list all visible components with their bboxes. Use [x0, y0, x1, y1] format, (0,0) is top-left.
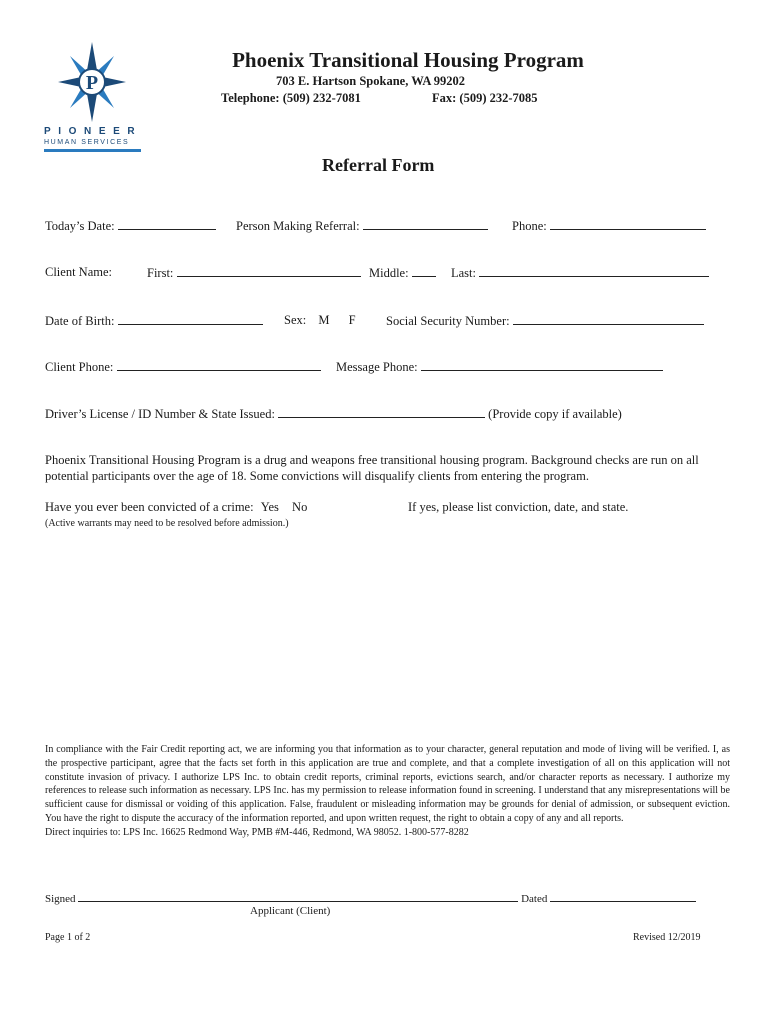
crime-option-yes[interactable]: Yes — [260, 500, 279, 514]
crime-question-field — [45, 500, 307, 515]
crime-question-label: Have you ever been convicted of a crime: — [45, 500, 254, 514]
inquiries-line: Direct inquiries to: LPS Inc. 16625 Redmond Way, PMB #M-446, Redmond, WA 98052. 1-800-577-8282 — [45, 826, 469, 838]
last-name-label: Last: — [451, 266, 476, 280]
phone-line[interactable] — [550, 218, 706, 230]
client-phone-label: Client Phone: — [45, 360, 114, 374]
client-phone-line[interactable] — [117, 359, 321, 371]
middle-name-label: Middle: — [369, 266, 409, 280]
sex-label: Sex: — [284, 313, 307, 327]
brand-subtitle: HUMAN SERVICES — [44, 139, 130, 146]
signature-line[interactable] — [78, 890, 518, 902]
dated-label: Dated — [521, 893, 548, 905]
program-address: 703 E. Hartson Spokane, WA 99202 — [276, 74, 466, 88]
phone-field[interactable] — [512, 218, 706, 234]
last-name-field[interactable] — [451, 265, 709, 281]
person-referral-line[interactable] — [363, 218, 488, 230]
middle-name-field[interactable] — [369, 265, 436, 281]
license-label: Driver’s License / ID Number & State Issued: — [45, 407, 275, 421]
first-name-line[interactable] — [177, 265, 361, 277]
brand-underline — [44, 149, 141, 152]
todays-date-field[interactable] — [45, 218, 216, 234]
fair-credit-disclosure — [45, 743, 730, 840]
program-fax: Fax: (509) 232-7085 — [432, 91, 538, 105]
license-field[interactable] — [45, 406, 622, 422]
program-telephone: Telephone: (509) 232-7081 — [221, 91, 361, 105]
person-referral-label: Person Making Referral: — [236, 219, 360, 233]
page-number: Page 1 of 2 — [45, 932, 91, 943]
crime-if-yes-label: If yes, please list conviction, date, and state. — [408, 500, 629, 514]
first-name-field[interactable] — [147, 265, 361, 281]
policy-paragraph: Phoenix Transitional Housing Program is a drug and weapons free transitional housing program. Background checks are run on all potential participants over the age of 18. Some convictions will disqualify clients from entering the program. — [45, 453, 699, 483]
dob-label: Date of Birth: — [45, 314, 115, 328]
dob-field[interactable] — [45, 313, 263, 329]
applicant-caption: Applicant (Client) — [250, 905, 331, 917]
todays-date-label: Today’s Date: — [45, 219, 115, 233]
license-line[interactable] — [278, 406, 485, 418]
first-name-label: First: — [147, 266, 174, 280]
ssn-field[interactable] — [386, 313, 704, 329]
crime-option-no[interactable]: No — [292, 500, 308, 514]
client-phone-field[interactable] — [45, 359, 321, 375]
sex-option-m[interactable]: M — [318, 313, 330, 327]
dob-line[interactable] — [118, 313, 263, 325]
message-phone-field[interactable] — [336, 359, 663, 375]
sex-field — [284, 313, 356, 328]
logo-letter: P — [85, 72, 99, 94]
middle-name-line[interactable] — [412, 265, 436, 277]
program-title: Phoenix Transitional Housing Program — [232, 48, 584, 72]
todays-date-line[interactable] — [118, 218, 216, 230]
phone-label: Phone: — [512, 219, 547, 233]
ssn-label: Social Security Number: — [386, 314, 510, 328]
disclosure-body: In compliance with the Fair Credit reporting act, we are informing you that information as to your character, general reputation and mode of living will be verified. I, as the prospective participant, agree that the facts set forth in this application are true and complete, and that a complete investigation of all on this application will not constitute invasion of privacy. I authorize LPS Inc. to obtain credit reports, criminal reports, evictions search, and/or character reports as necessary. I authorize my references to release such information as necessary. LPS Inc. has my permission to release information found in screening. I understand that any misrepresentations will be sufficient cause for dismissal or voiding of this application. False, fraudulent or misleading information may be grounds for denial of admission, or subsequent eviction. You have the right to dispute the accuracy of the information reported, and upon written request, the right to obtain a copy of any and all reports. — [45, 744, 730, 824]
signed-label: Signed — [45, 893, 76, 905]
form-title: Referral Form — [322, 155, 435, 175]
dated-line[interactable] — [550, 890, 696, 902]
compass-star-icon — [40, 40, 150, 125]
signature-field[interactable] — [45, 890, 696, 905]
brand-name: PIONEER — [44, 126, 143, 137]
message-phone-line[interactable] — [421, 359, 663, 371]
client-name-label: Client Name: — [45, 265, 112, 279]
ssn-line[interactable] — [513, 313, 704, 325]
warrant-note: (Active warrants may need to be resolved before admission.) — [45, 518, 289, 529]
brand-block — [44, 126, 144, 152]
last-name-line[interactable] — [479, 265, 709, 277]
revision-date: Revised 12/2019 — [633, 932, 701, 943]
person-referral-field[interactable] — [236, 218, 488, 234]
sex-option-f[interactable]: F — [348, 313, 356, 327]
license-note: (Provide copy if available) — [488, 407, 622, 421]
message-phone-label: Message Phone: — [336, 360, 418, 374]
